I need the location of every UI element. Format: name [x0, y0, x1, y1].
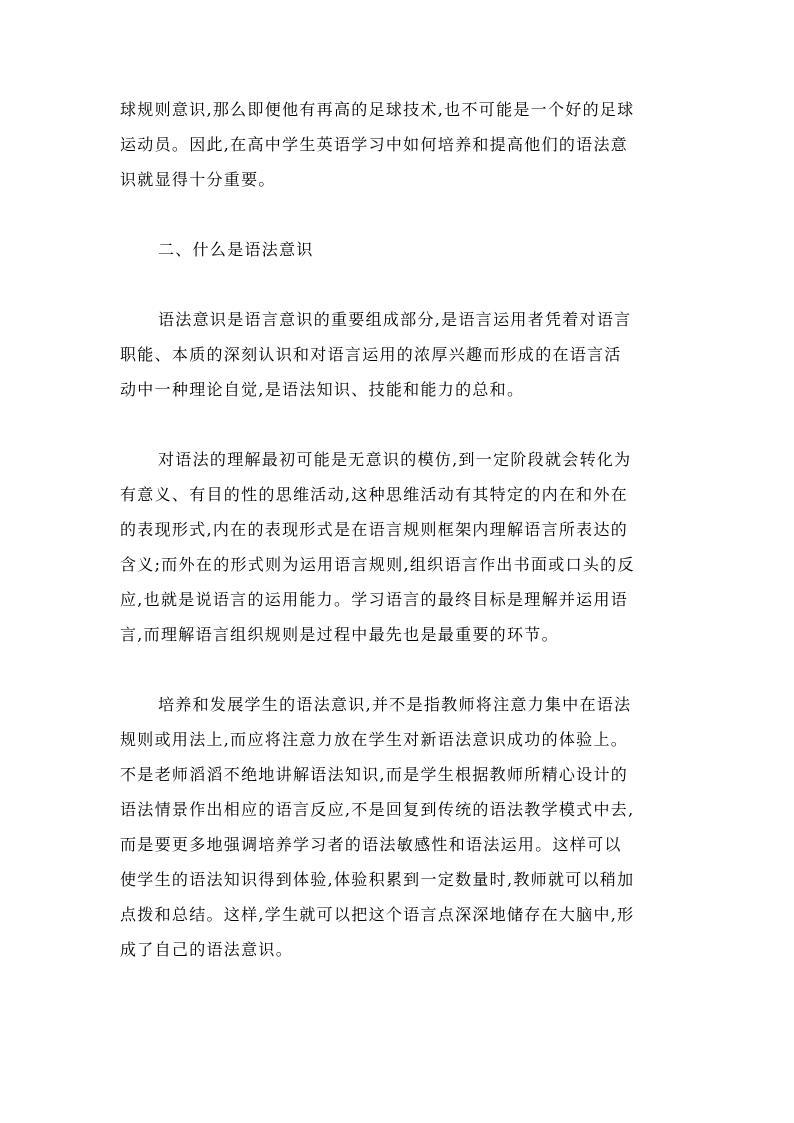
text-line: 应,也就是说语言的运用能力。学习语言的最终目标是理解并运用语 — [120, 590, 629, 609]
text-line: 职能、本质的深刻认识和对语言运用的浓厚兴趣而形成的在语言活 — [120, 345, 622, 364]
text-line: 识就显得十分重要。 — [120, 170, 276, 189]
text-line: 语法情景作出相应的语言反应,不是回复到传统的语法教学模式中去, — [120, 800, 635, 819]
text-line: 点拨和总结。这样,学生就可以把这个语言点深深地储存在大脑中,形 — [120, 905, 635, 924]
text-line: 的表现形式,内在的表现形式是在语言规则框架内理解语言所表达的 — [120, 520, 629, 539]
text-line: 动中一种理论自觉,是语法知识、技能和能力的总和。 — [120, 380, 525, 399]
text-line: 对语法的理解最初可能是无意识的模仿,到一定阶段就会转化为 — [158, 450, 632, 469]
section-heading: 二、什么是语法意识 — [158, 240, 314, 259]
text-line: 规则或用法上,而应将注意力放在学生对新语法意识成功的体验上。 — [120, 730, 629, 749]
text-line: 培养和发展学生的语法意识,并不是指教师将注意力集中在语法 — [158, 695, 632, 714]
text-line: 语法意识是语言意识的重要组成部分,是语言运用者凭着对语言 — [158, 310, 632, 329]
text-line: 有意义、有目的性的思维活动,这种思维活动有其特定的内在和外在 — [120, 485, 629, 504]
text-line: 运动员。因此,在高中学生英语学习中如何培养和提高他们的语法意 — [120, 135, 629, 154]
text-line: 言,而理解语言组织规则是过程中最先也是最重要的环节。 — [120, 625, 559, 644]
text-line: 球规则意识,那么即便他有再高的足球技术,也不可能是一个好的足球 — [120, 100, 635, 119]
text-line: 成了自己的语法意识。 — [120, 940, 294, 959]
text-line: 而是要更多地强调培养学习者的语法敏感性和语法运用。这样可以 — [120, 835, 622, 854]
text-line: 含义;而外在的形式则为运用语言规则,组织语言作出书面或口头的反 — [120, 555, 635, 574]
text-line: 不是老师滔滔不绝地讲解语法知识,而是学生根据教师所精心设计的 — [120, 765, 629, 784]
text-line: 使学生的语法知识得到体验,体验积累到一定数量时,教师就可以稍加 — [120, 870, 635, 889]
